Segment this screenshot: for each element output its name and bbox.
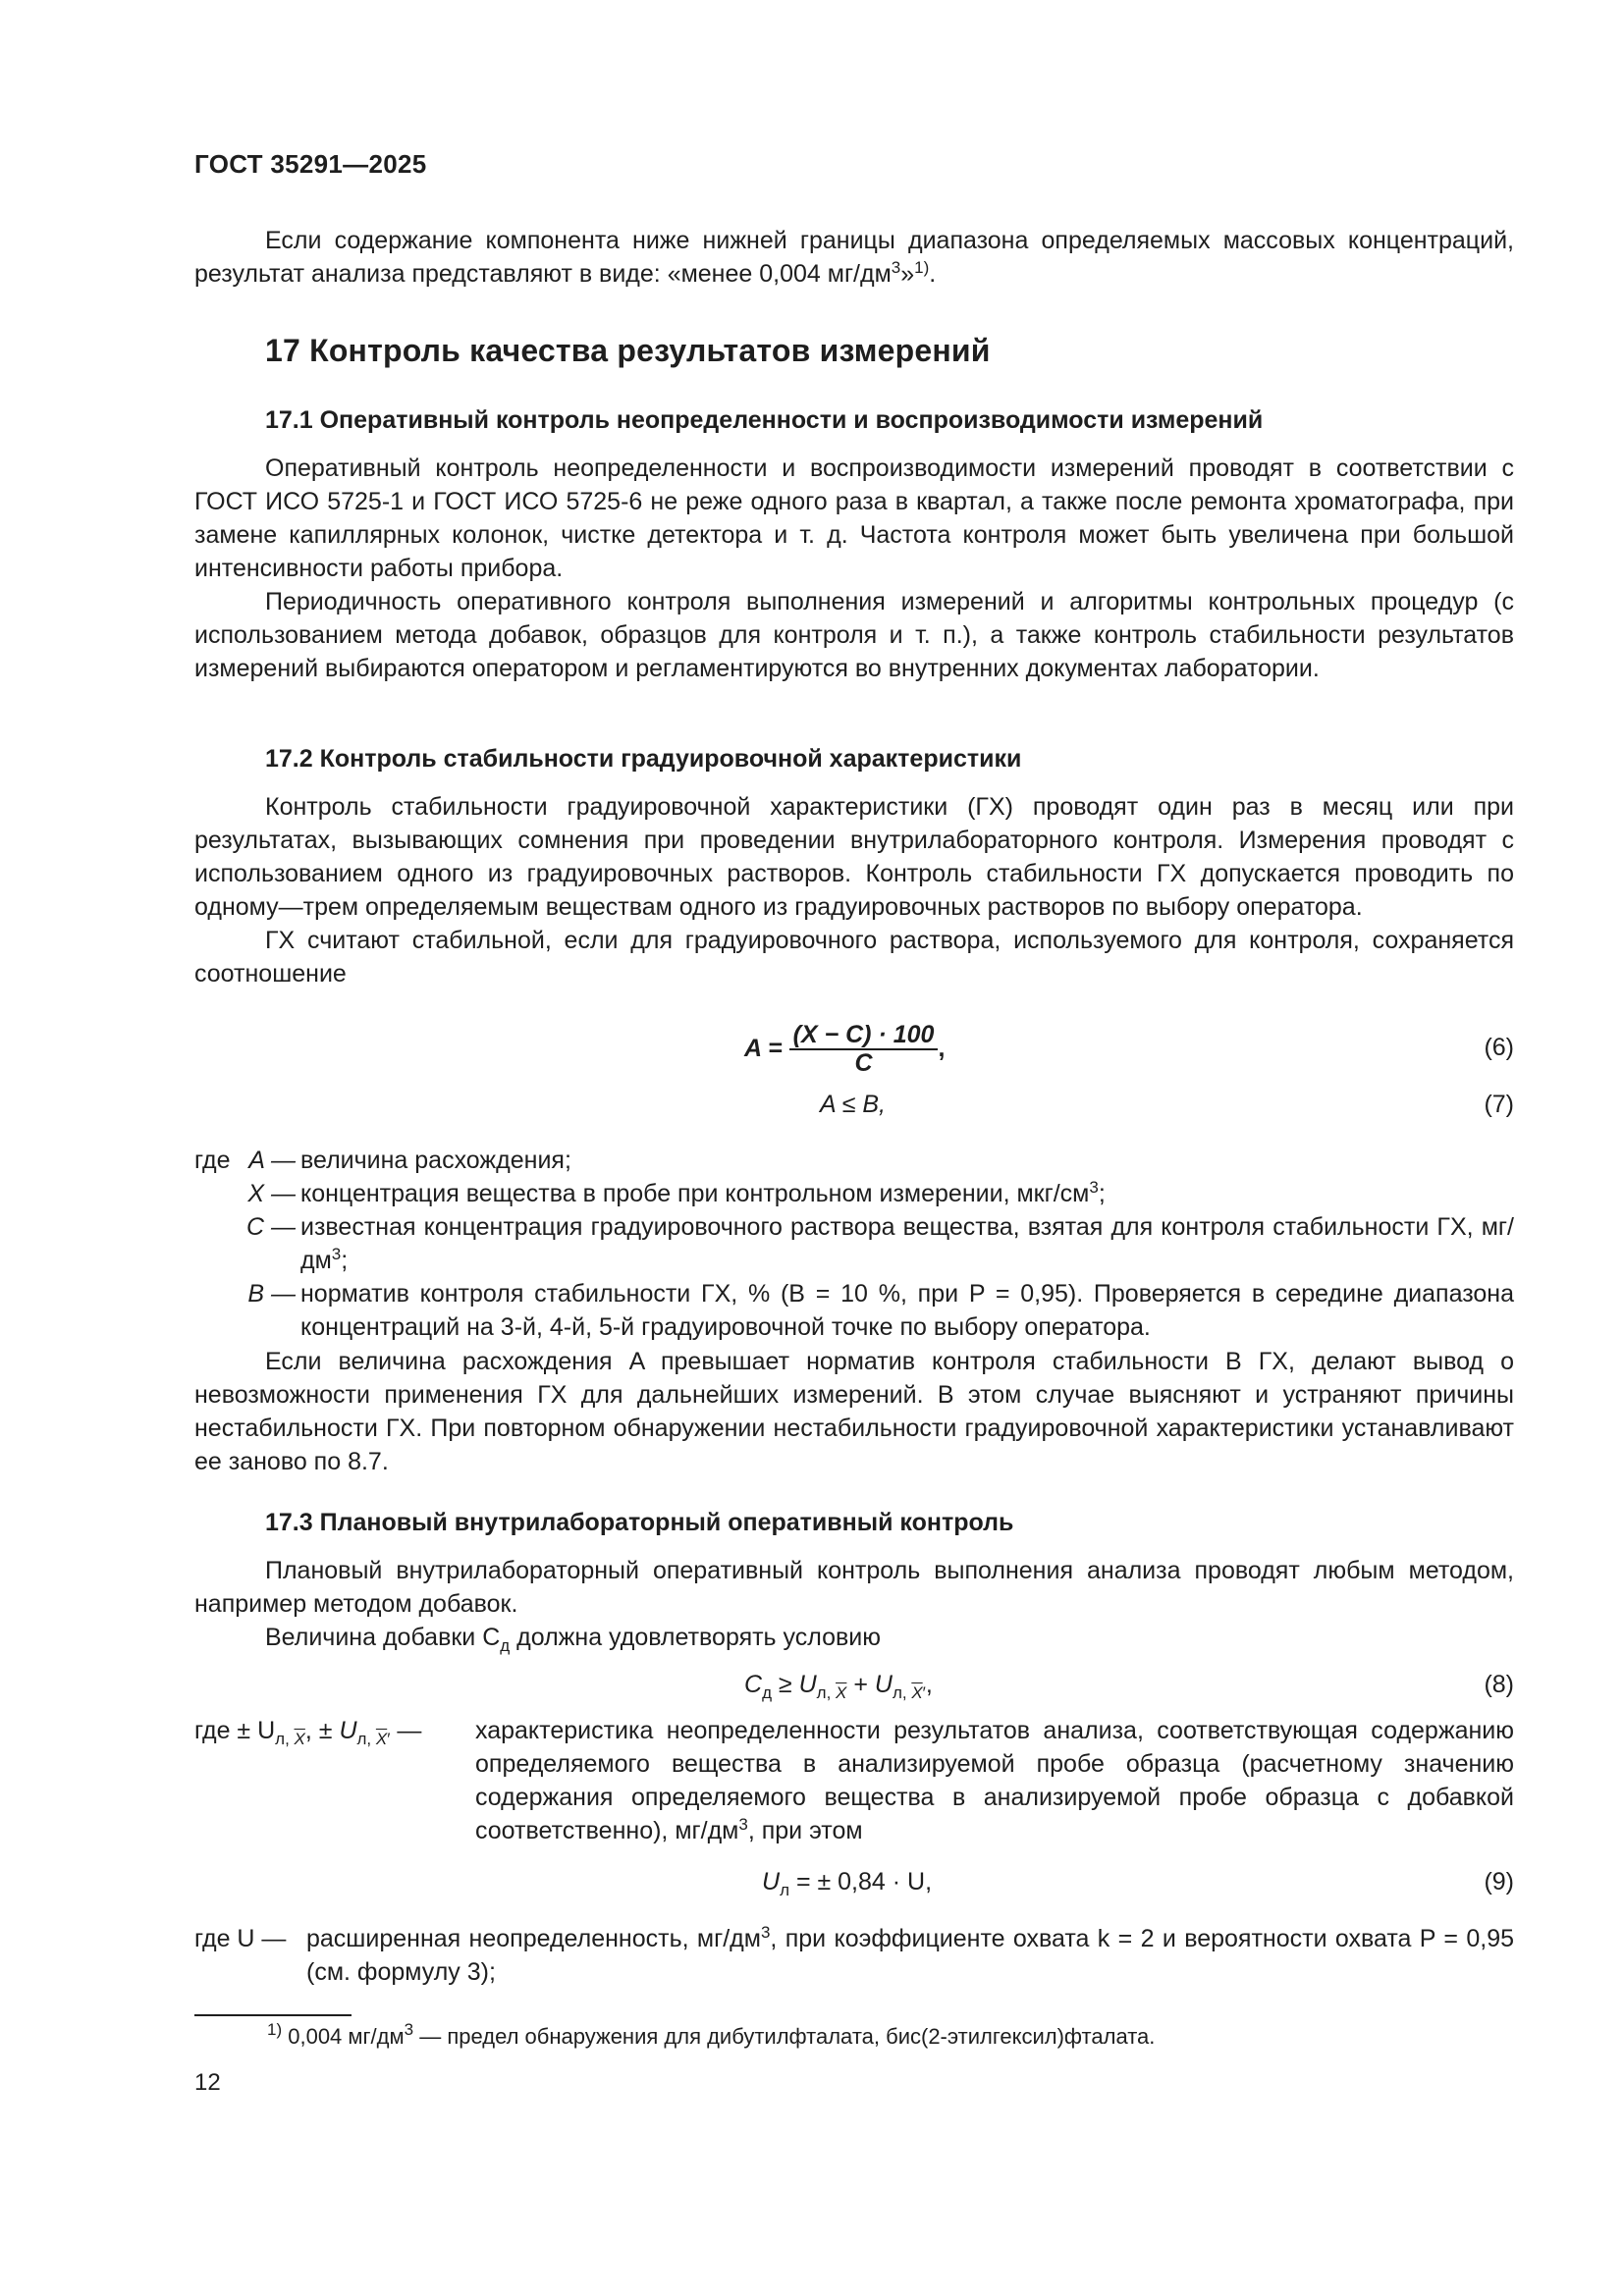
section-17-2-title: 17.2 Контроль стабильности градуировочной характеристики (265, 745, 1022, 773)
page-number: 12 (194, 2069, 221, 2096)
fraction: $\frac{(X - C) \cdot 100}{C}$ (789, 1021, 939, 1076)
section-17-1-body (194, 452, 1514, 685)
intro-paragraph: Если содержание компонента ниже нижней границы диапазона определяемых массовых концентраций, результат анализа представляют в виде: «менее 0,004 $мг/дм^3»^{1)}$. (194, 227, 1514, 288)
footnote-separator (194, 2014, 352, 2016)
section-17-3-title: 17.3 Плановый внутрилабораторный оперативный контроль (265, 1509, 1014, 1536)
equation-number: (9) (1484, 1868, 1514, 1896)
paragraph: Периодичность оперативного контроля выполнения измерений и алгоритмы контрольных процедур (с использованием метода добавок, образцов для контроля и т. п.), а также контроль стабильности результатов измерений выбираются оператором и регламентируются во внутренних документах лаборатории. (194, 588, 1514, 682)
equation-8-definition: где ± $U_{л, \overline{X}}$, ± $U_{л, \overline{X}'}$ — характеристика неопределенности результатов анализа, соответствующая содержанию определяемого вещества в анализируемой пробе образца (расчетному значению содержания определяемого вещества в анализируемой пробе образца с добавкой соответственно), $мг/дм^3$, при этом (194, 1717, 1514, 1844)
definitions-list: где A — величина расхождения; X — концентрация вещества в пробе при контрольном измерении, мкг/$см^3$; C — известная концентрация градуировочного раствора вещества, взятая для контроля стабильности ГХ, $мг/дм^3$; B — норматив контроля стабильности ГХ, % (B = 10 %, при P = 0,95). Проверяется в середине диапазона концентраций на 3-й, 4-й, 5-й градуировочной точке по выбору оператора. (194, 1147, 1514, 1341)
paragraph: Контроль стабильности градуировочной характеристики (ГХ) проводят один раз в месяц или при результатах, вызывающих сомнения при проведении внутрилабораторного контроля. Измерения проводят с использованием одного из градуировочных растворов. Контроль стабильности ГХ допускается проводить по одному—трем определяемым веществам одного из градуировочных растворов по выбору оператора. (194, 793, 1514, 921)
equation-7: A ≤ B, (7) (194, 1088, 1514, 1127)
section-17-title: 17 Контроль качества результатов измерений (265, 333, 991, 368)
footnote: $^{1)}$ 0,004 $мг/дм^3$ — предел обнаружения для дибутилфталата, бис(2-этилгексил)фталата. (267, 2020, 1156, 2049)
paragraph: Величина добавки $C_д$ должна удовлетворять условию (265, 1624, 882, 1655)
equation-number: (8) (1484, 1671, 1514, 1698)
footnote-ref: 1) (914, 258, 930, 277)
paragraph: ГХ считают стабильной, если для градуировочного раствора, используемого для контроля, сохраняется соотношение (194, 927, 1514, 988)
section-17-2-body (194, 790, 1514, 990)
equation-number: (7) (1484, 1091, 1514, 1118)
equation-8: $C_д \ge U_{л, \overline{X}} + U_{л, \overline{X}'}$, (8) (194, 1668, 1514, 1707)
paragraph: Оперативный контроль неопределенности и воспроизводимости измерений проводят в соответствии с ГОСТ ИСО 5725-1 и ГОСТ ИСО 5725-6 не реже одного раза в квартал, а также после ремонта хроматографа, при замене капиллярных колонок, чистке детектора и т. д. Частота контроля может быть увеличена при большой интенсивности работы прибора. (194, 454, 1514, 582)
paragraph: Если величина расхождения A превышает норматив контроля стабильности B ГХ, делают вывод о невозможности применения ГХ для дальнейших измерений. В этом случае выясняют и устраняют причины нестабильности ГХ. При повторном обнаружении нестабильности градуировочной характеристики устанавливают ее заново по 8.7. (194, 1348, 1514, 1475)
paragraph: Плановый внутрилабораторный оперативный контроль выполнения анализа проводят любым методом, например методом добавок. (194, 1557, 1514, 1618)
equation-6: A = $\frac{(X - C) \cdot 100}{C}$ , (6) (744, 1021, 1514, 1077)
section-17-2-conclusion (194, 1345, 1514, 1478)
section-17-3-body (194, 1554, 1514, 1654)
document-header: ГОСТ 35291—2025 (194, 149, 427, 179)
equation-number: (6) (1484, 1034, 1514, 1061)
section-17-1-title: 17.1 Оперативный контроль неопределенности и воспроизводимости измерений (265, 406, 1264, 434)
equation-9: $U_л$ = ± 0,84 · U, (9) (194, 1865, 1514, 1904)
equation-9-definition: где U — расширенная неопределенность, $мг/дм^3$, при коэффициенте охвата k = 2 и вероятности охвата P = 0,95 (см. формулу 3); (194, 1923, 1514, 1986)
